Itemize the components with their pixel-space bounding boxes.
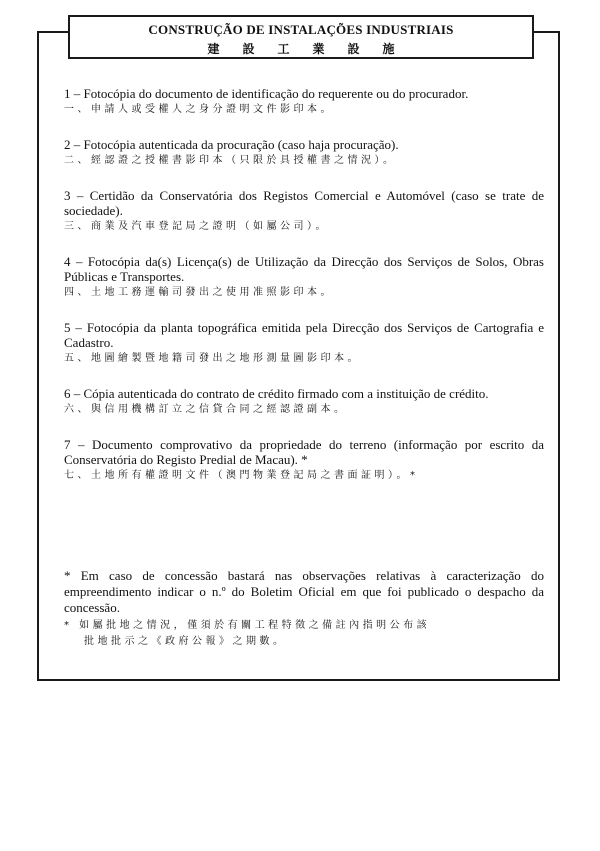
list-item [64,188,544,234]
item-text-pt: 5 – Fotocópia da planta topográfica emitida pela Direcção dos Serviços de Cartografia e Cadastro. [64,320,544,350]
footnote-text-zh-line2: 批地批示之《政府公報》之期數。 [84,636,287,647]
list-item [64,254,544,300]
item-text-pt: 3 – Certidão da Conservatória dos Registos Comercial e Automóvel (caso se trate de sociedade). [64,188,544,218]
page-subtitle-zh: 建 設 工 業 設 施 [207,42,405,56]
item-text-zh: 六、與信用機構訂立之信貸合同之經認證副本。 [64,404,348,415]
list-item [64,320,544,366]
requirements-list [64,86,544,503]
item-text-pt: 2 – Fotocópia autenticada da procuração (caso haja procuração). [64,137,399,152]
item-text-pt: 4 – Fotocópia da(s) Licença(s) de Utilização da Direcção dos Serviços de Solos, Obras Públicas e Transportes. [64,254,544,284]
item-text-pt: 1 – Fotocópia do documento de identificação do requerente ou do procurador. [64,86,469,101]
list-item [64,386,544,417]
footnote [64,568,544,650]
item-text-zh: 二、經認證之授權書影印本（只限於具授權書之情況）。 [64,155,397,166]
list-item [64,137,544,168]
header-box [68,15,534,59]
footnote-text-pt: * Em caso de concessão bastará nas observações relativas à caracterização do empreendimento indicar o n.º do Boletim Oficial em que foi publicado o despacho da concessão. [64,568,544,615]
item-text-zh: 四、土地工務運輸司發出之使用准照影印本。 [64,287,334,298]
item-text-zh: 一、申請人或受權人之身分證明文件影印本。 [64,104,334,115]
item-text-zh: 五、地圖繪製暨地籍司發出之地形測量圖影印本。 [64,353,361,364]
list-item [64,437,544,483]
item-text-pt: 7 – Documento comprovativo da propriedade do terreno (informação por escrito da Conservatória do Registo Predial de Macau). * [64,437,544,467]
item-text-zh: 七、土地所有權證明文件（澳門物業登記局之書面証明）。* [64,470,419,481]
page-title: CONSTRUÇÃO DE INSTALAÇÕES INDUSTRIAIS [148,22,454,37]
footnote-text-zh-line1: * 如屬批地之情況，僅須於有關工程特徵之備註內指明公布該 [64,620,431,631]
item-text-zh: 三、商業及汽車登記局之證明（如屬公司）。 [64,221,329,232]
list-item [64,86,544,117]
item-text-pt: 6 – Cópia autenticada do contrato de crédito firmado com a instituição de crédito. [64,386,489,401]
